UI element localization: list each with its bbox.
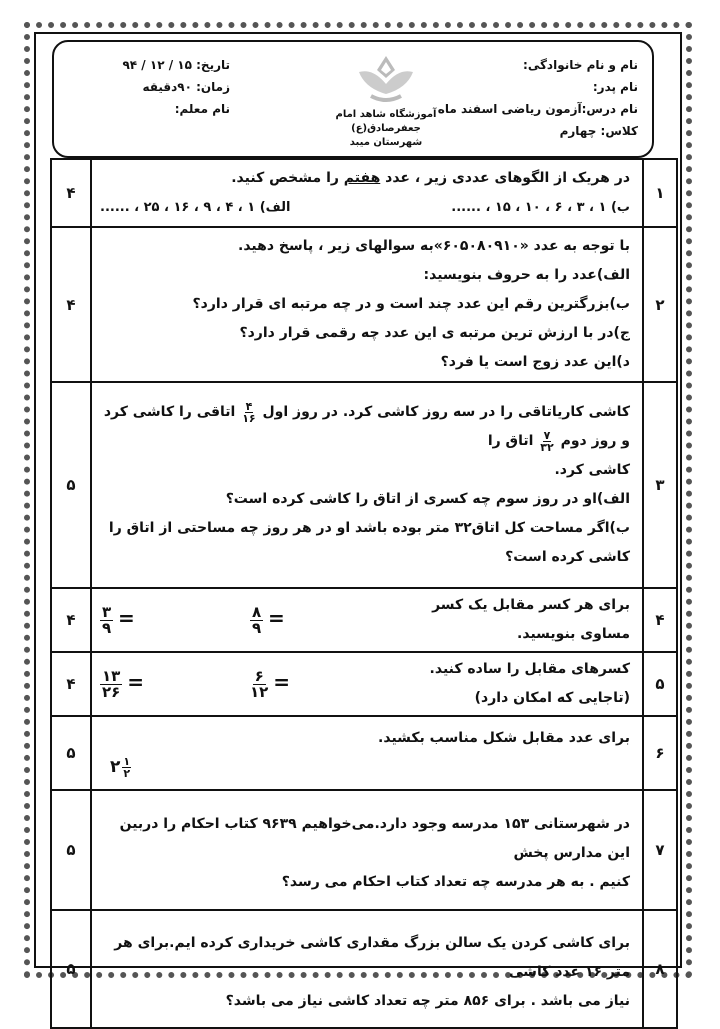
question-body [91,910,643,1028]
question-text: کسرهای مقابل را ساده کنید.(تاجایی که امکان دارد) [429,661,630,706]
subquestion-a: الف)او در روز سوم چه کسری از اتاق را کاشی کرده است؟ [225,491,630,507]
question-score: ۴ [51,227,91,382]
question-number: ۵ [643,652,677,716]
fraction-simplify-b: ۱۳ ۲۶ = [102,667,144,702]
question-body [91,652,643,716]
father-name-label: نام پدر: [592,80,638,94]
question-row [51,382,677,588]
exam-header [52,40,654,158]
question-row [51,716,677,790]
time-label: زمان: ۹۰دقیقه [142,80,230,94]
logo-school-name: آموزشگاه شاهد امام جعفرصادق(ع) [335,109,437,134]
subquestion-a: الف)عدد را به حروف بنویسید: [423,267,630,283]
fraction: $\frac{۷}{۳۲}$ [540,428,554,454]
question-text: نیاز می باشد . برای ۸۵۶ متر چه تعداد کاشی نیاز می باشد؟ [225,992,630,1009]
logo-city-name: شهرستان میبد [349,137,423,148]
question-number: ۷ [643,790,677,910]
question-body [91,382,643,588]
question-number: ۱ [643,159,677,227]
question-number: ۲ [643,227,677,382]
school-logo [326,52,446,152]
question-text: کاشی کاریاتاقی را در سه روز کاشی کرد. در روز اول [262,404,630,420]
question-keyword: هفتم [343,170,381,186]
subquestion-c: ج)در با ارزش ترین مرتبه ی این عدد چه رقمی قرار دارد؟ [239,325,630,341]
pattern-a: الف) ۱ ، ۴ ، ۹ ، ۱۶ ، ۲۵ ، ...... [100,200,291,215]
fraction: $\frac{۴}{۱۶}$ [242,399,256,425]
question-row [51,790,677,910]
question-text-after: را مشخص کنید. [231,170,339,186]
student-name-label: نام و نام خانوادگی: [523,58,638,72]
question-text: برای کاشی کردن یک سالن بزرگ مقداری کاشی خریداری کرده ایم.برای هر متر ۱۶ عدد کاشی [114,934,630,980]
question-text: کنیم . به هر مدرسه چه تعداد کتاب احکام می رسد؟ [281,873,630,890]
question-body [91,159,643,227]
exam-meta [90,54,230,120]
question-row [51,227,677,382]
pattern-b: ب) ۱ ، ۳ ، ۶ ، ۱۰ ، ۱۵ ، ...... [451,200,630,215]
subquestion-b: ب)بزرگترین رقم این عدد چند است و در چه مرتبه ای قرار دارد؟ [192,296,630,312]
question-number: ۸ [643,910,677,1028]
course-label: نام درس:آزمون ریاضی اسفند ماه [437,102,638,116]
question-text: برای هر کسر مقابل یک کسر مساوی بنویسید. [432,597,630,642]
mixed-number: ۲ $\frac{۱}{۲}$ [110,754,131,780]
question-text: در شهرستانی ۱۵۳ مدرسه وجود دارد.می‌خواهیم ۹۶۳۹ کتاب احکام را دربین این مدارس پخش [119,815,630,861]
subquestion-b: ب)اگر مساحت کل اتاق۳۲ متر بوده باشد او در هر روز چه مساحتی از اتاق را کاشی کرده است؟ [108,520,630,565]
questions-table [50,158,678,1029]
student-info [438,54,638,142]
question-score: ۵ [51,910,91,1028]
question-text: در هریک از الگوهای عددی زیر ، عدد [385,170,630,186]
question-score: ۵ [51,790,91,910]
class-label: کلاس: چهارم [559,124,638,138]
date-label: تاریخ: ۱۵ / ۱۲ / ۹۴ [122,58,230,72]
question-score: ۵ [51,716,91,790]
question-score: ۵ [51,382,91,588]
question-body [91,588,643,652]
question-text: اتاق را [487,433,534,449]
fraction-answer-a: ۸ ۹ = [252,603,285,638]
question-text: برای عدد مقابل شکل مناسب بکشید. [378,729,630,746]
fraction-simplify-a: ۶ ۱۲ = [250,667,290,702]
question-number: ۶ [643,716,677,790]
question-number: ۳ [643,382,677,588]
question-row [51,910,677,1028]
question-text: کاشی کرد. [554,462,630,478]
question-intro: با توجه به عدد «۶۰۵۰۸۰۹۱۰»به سوالهای زیر ، پاسخ دهید. [238,238,630,254]
question-body [91,716,643,790]
fraction-answer-b: ۳ ۹ = [102,603,135,638]
question-row [51,588,677,652]
question-score: ۴ [51,588,91,652]
question-number: ۴ [643,588,677,652]
question-body [91,227,643,382]
question-body [91,790,643,910]
question-score: ۴ [51,652,91,716]
teacher-label: نام معلم: [174,102,230,116]
question-row [51,159,677,227]
subquestion-d: د)این عدد زوج است یا فرد؟ [440,354,630,370]
question-score: ۴ [51,159,91,227]
flower-logo-icon [351,52,421,104]
question-row [51,652,677,716]
question-text: اتاقی را کاشی کرد و روز دوم [103,404,630,449]
